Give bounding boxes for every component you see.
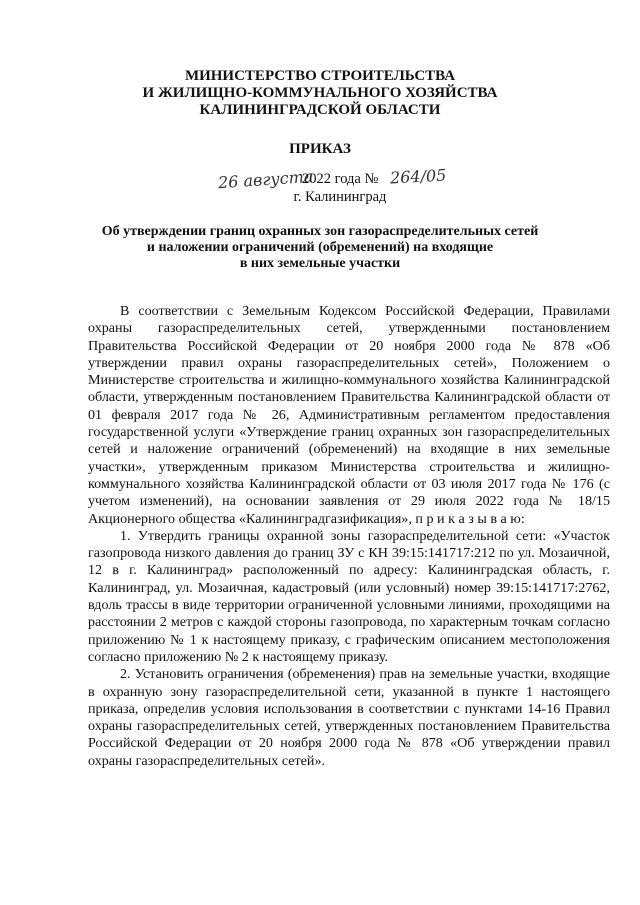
title-line-1: Об утверждении границ охранных зон газораспределительных сетей <box>101 224 539 239</box>
title-line-2: и наложении ограничений (обременений) на входящие <box>146 240 494 255</box>
city: г. Калининград <box>293 189 387 205</box>
title-line-3: в них земельные участки <box>239 256 401 271</box>
order-word: п р и к а з ы в а ю: <box>415 510 525 527</box>
dateline <box>0 167 640 207</box>
handwritten-date: 26 августа <box>217 166 314 193</box>
item-2-paragraph: 2. Установить ограничения (обременения) прав на земельные участки, входящие в охранную зону газораспределительной сети, указанной в пункте 1 настоящего приказа, определив условия использования в соответствии с пунктами 14-16 Правил охраны газораспределительных сетей, утвержденных постановлением Правительства Российской Федерации от 20 ноября 2000 года № 878 «Об утверждении правил охраны газораспределительных сетей». <box>88 666 610 769</box>
ministry-line-2: И ЖИЛИЩНО-КОММУНАЛЬНОГО ХОЗЯЙСТВА <box>142 85 498 101</box>
order-body <box>88 303 610 770</box>
handwritten-order-number: 264/05 <box>389 165 447 188</box>
ministry-line-3: КАЛИНИНГРАДСКОЙ ОБЛАСТИ <box>199 102 441 118</box>
preamble-text: В соответствии с Земельным Кодексом Российской Федерации, Правилами охраны газораспределительных сетей, утвержденными постановлением Правительства Российской Федерации от 20 ноября 2000 года № 878 «Об утверждении правил охраны газораспределительных сетей», Положением о Министерстве строительства и жилищно-коммунального хозяйства Калининградской области, утвержденным постановлением Правительства Калининградской области от 01 февраля 2017 года № 26, Административным регламентом предоставления государственной услуги «Утверждение границ охранных зон газораспределительных сетей и наложение ограничений (обременений) на входящие в них земельные участки», утвержденным приказом Министерства строительства и жилищно-коммунального хозяйства Калининградской области от 03 июля 2017 года № 176 (с учетом изменений), на основании заявления от 29 июля 2022 года № 18/15 Акционерного общества «Калининградгазификация», <box>88 303 610 527</box>
document-type: ПРИКАЗ <box>289 141 351 157</box>
ministry-header <box>0 68 640 119</box>
year-text: 2022 года № <box>302 171 379 187</box>
preamble-paragraph <box>88 303 610 528</box>
order-title <box>0 224 640 272</box>
ministry-line-1: МИНИСТЕРСТВО СТРОИТЕЛЬСТВА <box>184 68 456 84</box>
item-1-paragraph: 1. Утвердить границы охранной зоны газораспределительной сети: «Участок газопровода низкого давления до границ ЗУ с КН 39:15:141717:212 по ул. Мозаичной, 12 в г. Калининград» расположенный по адресу: Калининградская область, г. Калининград, ул. Мозаичная, кадастровый (или условный) номер 39:15:141717:2762, вдоль трассы в виде территории ограниченной условными линиями, проходящими на расстоянии 2 метров с каждой стороны газопровода, по характерным точкам согласно приложению № 1 к настоящему приказу, с графическим описанием местоположения согласно приложению № 2 к настоящему приказу. <box>88 527 610 665</box>
